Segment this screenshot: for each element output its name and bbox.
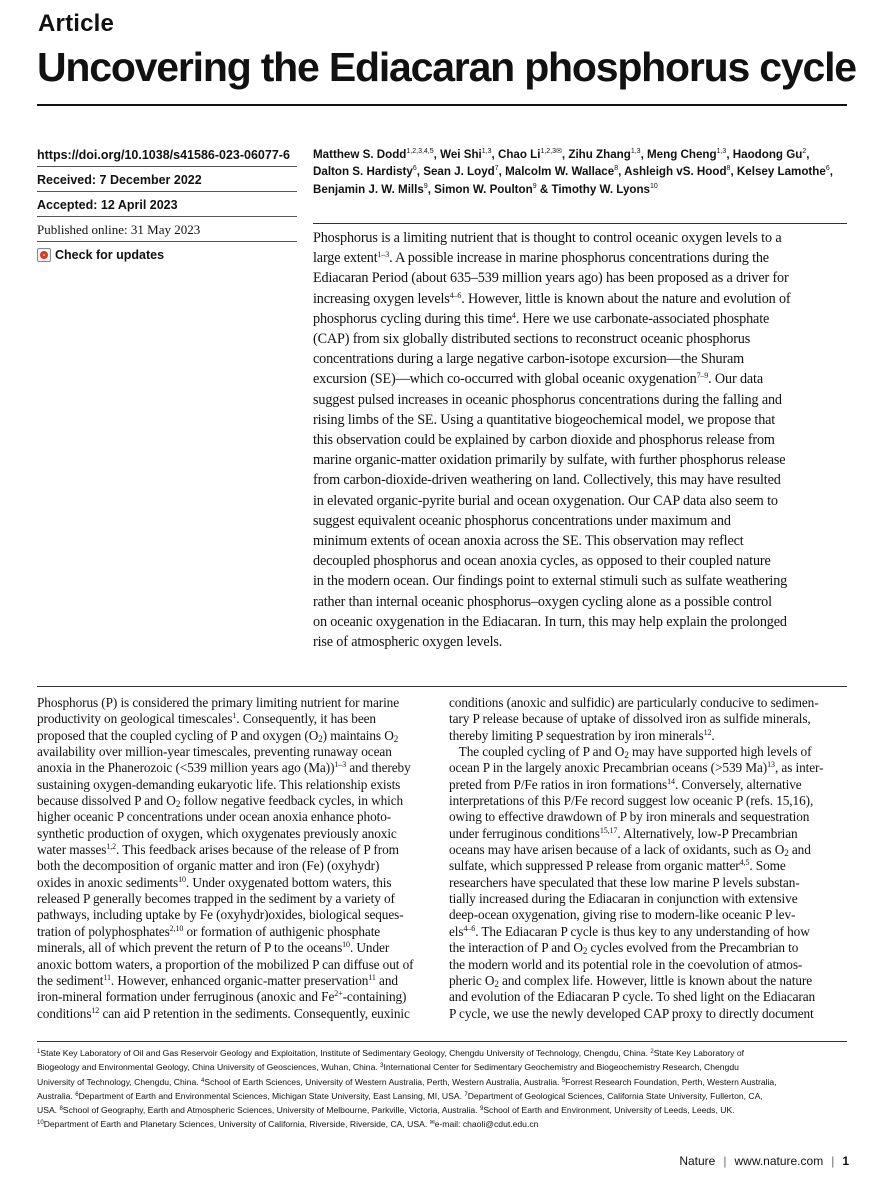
abstract-line: rising limbs of the SE. Using a quantitative biogeochemical model, we propose that: [313, 411, 776, 428]
author-name: [313, 165, 417, 178]
doi-link[interactable]: https://doi.org/10.1038/s41586-023-06077-6: [37, 148, 290, 162]
check-for-updates-label: Check for updates: [55, 248, 165, 262]
body-text-line: preted from P/Fe ratios in iron formations$^{14}$. Conversely, alternative: [449, 776, 802, 792]
abstract-line: on oceanic oxygenation in the Ediacaran. In turn, this may help explain the prolonged: [313, 613, 787, 630]
author-name-text: Malcolm W. Wallace: [505, 165, 615, 179]
author-name: [647, 148, 726, 161]
body-column-left: [37, 695, 437, 1022]
author-affiliation: 8: [726, 165, 731, 173]
authors-divider: [313, 223, 847, 224]
body-text-line: proposed that the coupled cycling of P and oxygen $(O_2)$ maintains $O_2$: [37, 727, 399, 744]
abstract-line: Phosphorus is a limiting nutrient that is thought to control oceanic oxygen levels to a: [313, 230, 782, 246]
body-text-line: owing to effective drawdown of P by iron minerals and sequestration: [449, 809, 810, 825]
author-affiliation: 1,2,3✉: [540, 148, 562, 155]
author-name: [733, 148, 806, 161]
author-name-text: Ashleigh vS. Hood: [624, 165, 727, 179]
footnote-line: USA. $^8$School of Geography, Earth and Atmospheric Sciences, University of Melbourne, Parkville, Victoria, Australia. $^9$School of Earth and Environment, University of Leeds, Leeds, UK.: [37, 1105, 735, 1116]
body-text-line: and evolution of the Ediacaran P cycle. To shed light on the Ediacaran: [449, 989, 816, 1005]
body-text-line: released P generally becomes trapped in the sediment by a variety of: [37, 891, 395, 907]
body-text-line: anoxic bottom waters, a proportion of the mobilized P can diffuse out of: [37, 956, 414, 972]
body-text-line: anoxia in the Phanerozoic (<539 million years ago (Ma))$^{1-3}$ and thereby: [37, 760, 411, 776]
meta-divider: [37, 241, 297, 242]
author-name: [313, 183, 428, 196]
published-date: Published online: 31 May 2023: [37, 222, 201, 237]
author-name-text: Haodong Gu: [732, 148, 803, 161]
author-affiliation: 10: [650, 182, 658, 190]
author-affiliation: 1,3: [716, 148, 727, 155]
author-name-text: Meng Cheng: [647, 148, 717, 161]
author-name-text: Matthew S. Dodd: [313, 148, 407, 161]
journal-name: Nature: [679, 1154, 716, 1168]
body-text-line: because dissolved P and $O_2$ follow negative feedback cycles, in which: [37, 793, 404, 810]
author-name: [551, 183, 657, 196]
meta-divider: [37, 216, 297, 217]
body-text-line: both the decomposition of organic matter and iron (Fe) (oxyhydr): [37, 858, 380, 874]
article-title: Uncovering the Ediacaran phosphorus cycle: [37, 44, 856, 90]
author-affiliation: 8: [614, 165, 619, 173]
abstract: [313, 228, 853, 652]
footer-separator: |: [831, 1154, 835, 1168]
footnote-line: University of Technology, Chengdu, China. $^4$School of Earth Sciences, University of Western Australia, Perth, Western Australia, Australia. $^5$Forrest Research Foundation, Perth, Western Australia,: [37, 1076, 777, 1087]
author-list: Matthew S. Dodd$^{1,2,3,4,5}$, Wei Shi$^{1,3}$, Chao $Li^{1,2,3✉}$, Zihu Zhang$^{1,3}$, Meng Cheng$^{1,3}$, Haodong Gu$^2$, Dalton S. Hardisty$^6$, Sean J. Loyd$^7$, Malcolm W. Wallace$^8$, Ashleigh vS. Hood$^8$, Kelsey Lamothe$^6$, Benjamin J. W. Mills$^9$, Simon W. Poulton$^9$ & Timothy W. Lyons$^{10}$: [313, 148, 833, 196]
body-text-line: oceans may have arisen because of a lack of oxidants, such as $O_2$ and: [449, 842, 811, 859]
meta-divider: [37, 191, 297, 192]
footer-separator: |: [723, 1154, 727, 1168]
author-name-text: Simon W. Poulton: [434, 182, 533, 196]
author-affiliation: 9: [423, 182, 428, 190]
abstract-line: this observation could be explained by carbon dioxide and phosphorus release from: [313, 432, 775, 449]
abstract-line: decoupled phosphorus and ocean anoxia cycles, as opposed to their coupled nature: [313, 553, 771, 570]
abstract-line: marine organic-matter oxidation primarily by sulfate, with further phosphorus release: [313, 452, 786, 469]
author-name-text: Benjamin J. W. Mills: [313, 182, 424, 196]
journal-url[interactable]: www.nature.com: [734, 1154, 824, 1168]
body-text-line: conditions$^{12}$ can aid P retention in the sediments. Consequently, euxinic: [37, 1005, 410, 1021]
footnote-line: $^1$State Key Laboratory of Oil and Gas Reservoir Geology and Exploitation, Institute of Sedimentary Geology, Chengdu University of Technology, Chengdu, China. $^2$State Key Laboratory of: [37, 1048, 745, 1058]
body-text-line: higher oceanic P concentrations under ocean anoxia enhance photo-: [37, 809, 392, 825]
received-date: Received: 7 December 2022: [37, 173, 202, 187]
abstract-line: in elevated organic-pyrite burial and ocean oxygenation. Our CAP data also seem to: [313, 492, 778, 509]
footnote-line: Biogeology and Environmental Geology, China University of Geosciences, Wuhan, China. $^3$International Center for Sedimentary Geochemistry and Biogeochemistry Research, Chengdu: [37, 1062, 739, 1073]
footnote-line: $^{10}$Department of Earth and Planetary Sciences, University of California, Riverside, Riverside, CA, USA. ✉e-mail: chaoli@cdut.edu.cn: [37, 1119, 539, 1130]
body-text-line: tary P release because of uptake of dissolved iron as sulfide minerals,: [449, 711, 811, 727]
page-footer: [679, 1154, 849, 1168]
body-text-line: P cycle, we use the newly developed CAP proxy to directly document: [449, 1005, 814, 1021]
author-name-text: Dalton S. Hardisty: [313, 165, 413, 179]
author-name-text: Sean J. Loyd: [423, 165, 495, 179]
body-text-line: tration of polyphosphates$^{2,10}$ or formation of authigenic phosphate: [37, 923, 381, 939]
author-name: [440, 148, 491, 161]
author-affiliation: 6: [412, 165, 417, 173]
body-text-line: sulfate, which suppressed P release from organic matter$^{4,5}$. Some: [449, 858, 786, 874]
author-name-text: Timothy W. Lyons: [551, 182, 651, 196]
abstract-line: increasing oxygen levels$^{4-6}$. However, little is known about the nature and evolution of: [313, 290, 791, 307]
author-name: [313, 148, 434, 161]
body-text-line: sustaining oxygen-demanding eukaryotic life. This relationship exists: [37, 776, 401, 792]
body-text-line: Phosphorus (P) is considered the primary limiting nutrient for marine: [37, 695, 400, 710]
body-divider: [37, 686, 847, 687]
abstract-line: suggest equivalent oceanic phosphorus concentrations under maximum and: [313, 512, 731, 529]
page-number: 1: [842, 1154, 849, 1168]
body-text-line: the modern world and its potential role in the coevolution of atmos-: [449, 956, 803, 972]
author-affiliation: 2: [802, 148, 807, 155]
title-divider: [37, 104, 847, 106]
author-affiliation: 7: [494, 165, 499, 173]
abstract-line: phosphorus cycling during this time$^4$. Here we use carbonate-associated phosphate: [313, 310, 770, 327]
author-affiliation: 1,3: [630, 148, 641, 155]
author-name: [568, 148, 640, 161]
body-text-line: the sediment$^{11}$. However, enhanced organic-matter preservation$^{11}$ and: [37, 972, 398, 988]
body-text-line: oxides in anoxic sediments$^{10}$. Under oxygenated bottom waters, this: [37, 874, 392, 890]
body-text-line: iron-mineral formation under ferruginous (anoxic and $Fe^{2+}-containing$): [37, 989, 407, 1005]
body-text-line: the interaction of P and $O_2$ cycles evolved from the Precambrian to: [449, 940, 799, 957]
body-text-line: under ferruginous conditions$^{15,17}$. Alternatively, low-P Precambrian: [449, 825, 798, 841]
abstract-line: (CAP) from six globally distributed sections to reconstruct oceanic phosphorus: [313, 331, 751, 348]
abstract-line: large extent$^{1-3}$. A possible increase in marine phosphorus concentrations during the: [313, 250, 769, 267]
abstract-line: from carbon-dioxide-driven weathering on land. Collectively, this may have resulted: [313, 472, 781, 489]
meta-divider: [37, 166, 297, 167]
article-type-label: Article: [38, 10, 115, 37]
abstract-line: excursion (SE)—which co-occurred with global oceanic oxygenation$^{7-9}$. Our data: [313, 371, 763, 388]
abstract-line: rise of atmospheric oxygen levels.: [313, 634, 503, 651]
affiliations-footnotes: [37, 1046, 849, 1132]
abstract-line: concentrations during a large negative carbon-isotope excursion—the Shuram: [313, 351, 745, 368]
body-text-line: water masses$^{1,2}$. This feedback arises because of the release of P from: [37, 842, 399, 858]
abstract-line: rather than internal oceanic phosphorus–oxygen cycling alone as a possible control: [313, 593, 772, 610]
author-name: [737, 165, 830, 178]
body-column-right: [449, 695, 849, 1022]
body-text-line: interpretations of this P/Fe record suggest low oceanic P (refs. 15,16),: [449, 793, 814, 809]
body-text-line: productivity on geological timescales$^1$. Consequently, it has been: [37, 711, 376, 727]
author-name: [423, 165, 498, 178]
body-text-line: els$^{4-6}$. The Ediacaran P cycle is thus key to any understanding of how: [449, 923, 810, 939]
body-text-line: deep-ocean oxygenation, giving rise to modern-like oceanic P lev-: [449, 907, 796, 923]
check-for-updates-icon: [37, 248, 51, 262]
author-affiliation: 1,2,3,4,5: [406, 148, 434, 155]
author-affiliation: 9: [532, 182, 537, 190]
footnote-line: Australia. $^6$Department of Earth and Environmental Sciences, Michigan State University, East Lansing, MI, USA. $^7$Department of Geological Sciences, California State University, Fullerton, CA,: [37, 1090, 763, 1101]
abstract-line: in the modern ocean. Our findings point to external stimuli such as sulfate weathering: [313, 573, 788, 590]
body-text-line: synthetic production of oxygen, which oxygenates previously anoxic: [37, 825, 397, 841]
body-text-line: pheric $O_2$ and complex life. However, little is known about the nature: [449, 972, 813, 989]
check-for-updates-button[interactable]: [37, 246, 164, 264]
abstract-line: Ediacaran Period (about 635–539 million years ago) has been proposed as a driver for: [313, 270, 789, 287]
body-text-line: tially increased during the Ediacaran in conjunction with extensive: [449, 891, 798, 907]
author-name: [505, 165, 618, 178]
body-text-line: conditions (anoxic and sulfidic) are particularly conducive to sedimen-: [449, 695, 819, 710]
author-name: [624, 165, 730, 178]
author-name-text: Kelsey Lamothe: [736, 165, 826, 179]
body-text-line: ocean P in the largely anoxic Precambrian oceans (>539 Ma)$^{13}$, as inter-: [449, 760, 824, 776]
body-text-line: availability over million-year timescales, preventing runaway ocean: [37, 744, 392, 760]
author-name: [498, 148, 562, 161]
author-affiliation: 6: [825, 165, 830, 173]
author-name-text: Wei Shi: [440, 148, 482, 161]
body-text-line: thereby limiting P sequestration by iron minerals$^{12}$.: [449, 727, 715, 743]
abstract-line: minimum extents of ocean anoxia across the SE. This observation may reflect: [313, 533, 744, 550]
accepted-date: Accepted: 12 April 2023: [37, 198, 178, 212]
body-text-line: minerals, all of which prevent the return of P to the oceans$^{10}$. Under: [37, 940, 390, 956]
body-text-line: The coupled cycling of P and $O_2$ may have supported high levels of: [449, 744, 812, 761]
footnote-divider: [37, 1041, 847, 1042]
author-name: [434, 183, 536, 196]
body-text-line: pathways, including uptake by Fe (oxyhydr)oxides, biological seques-: [37, 907, 404, 923]
abstract-line: suggest pulsed increases in oceanic phosphorus concentrations during the falling and: [313, 391, 782, 408]
author-affiliation: 1,3: [481, 148, 492, 155]
author-name-text: Chao Li: [497, 148, 541, 161]
author-name-text: Zihu Zhang: [568, 148, 631, 161]
body-text-line: researchers have speculated that these low marine P levels substan-: [449, 874, 800, 890]
